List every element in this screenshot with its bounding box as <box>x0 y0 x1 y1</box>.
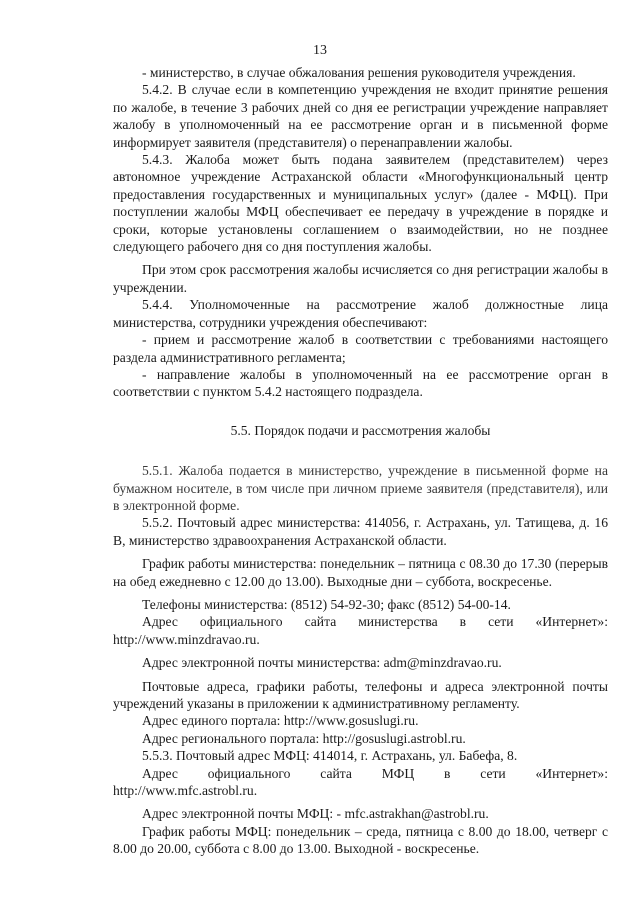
paragraph-ministry-phones: Телефоны министерства: (8512) 54-92-30; факс (8512) 54-00-14. <box>142 596 511 612</box>
paragraph-postal-info: Почтовые адреса, графики работы, телефоны и адреса электронной почты учреждений указаны в приложении к административному регламенту. <box>113 678 608 711</box>
paragraph-5-5-2: 5.5.2. Почтовый адрес министерства: 414056, г. Астрахань, ул. Татищева, д. 16 В, министерство здравоохранения Астраханской области. <box>113 515 608 548</box>
page-number: 13 <box>313 43 327 58</box>
mfc-site-label: Адрес официального сайта МФЦ в сети «Интернет»: <box>142 765 608 781</box>
paragraph-mfc-schedule: График работы МФЦ: понедельник – среда, пятница с 8.00 до 18.00, четверг с 8.00 до 20.00, суббота с 8.00 до 13.00. Выходной - воскресенье. <box>113 823 608 857</box>
section-heading: 5.5. Порядок подачи и рассмотрения жалобы <box>230 422 491 438</box>
paragraph-mfc-email: Адрес электронной почты МФЦ: - mfc.astrakhan@astrobl.ru. <box>142 806 489 822</box>
document-body <box>113 64 608 858</box>
paragraph-5-4-3: 5.4.3. Жалоба может быть подана заявителем (представителем) через автономное учреждение Астраханской области «Многофункциональный центр предоставления государственных и муниципальных услуг» (далее - МФЦ). При поступлении жалобы МФЦ обеспечивает ее передачу в учреждение в порядке и сроки, которые установлены соглашением о взаимодействии, но не позднее следующего рабочего дня со дня поступления жалобы. <box>113 152 608 255</box>
paragraph-review-term: При этом срок рассмотрения жалобы исчисляется со дня регистрации жалобы в учреждении. <box>113 262 608 295</box>
ministry-site-url: http://www.minzdravao.ru. <box>113 631 260 647</box>
paragraph-5-5-1: 5.5.1. Жалоба подается в министерство, учреждение в письменной форме на бумажном носителе, в том числе при личном приеме заявителя (представителя), или в электронной форме. <box>113 463 608 513</box>
paragraph-redirect-item: - направление жалобы в уполномоченный на ее рассмотрение орган в соответствии с пунктом 5.4.2 настоящего подраздела. <box>113 366 608 400</box>
paragraph-ministry-schedule: График работы министерства: понедельник – пятница с 08.30 до 17.30 (перерыв на обед ежедневно с 12.00 до 13.00). Выходные дни – суббота, воскресенье. <box>113 556 608 589</box>
paragraph-single-portal: Адрес единого портала: http://www.gosuslugi.ru. <box>142 713 419 729</box>
paragraph-5-4-4: 5.4.4. Уполномоченные на рассмотрение жалоб должностные лица министерства, сотрудники учреждения обеспечивают: <box>113 297 608 330</box>
paragraph-5-5-3: 5.5.3. Почтовый адрес МФЦ: 414014, г. Астрахань, ул. Бабефа, 8. <box>142 748 518 764</box>
paragraph-reception-item: - прием и рассмотрение жалоб в соответствии с требованиями настоящего раздела административного регламента; <box>113 332 608 365</box>
paragraph-ministry-appeal: - министерство, в случае обжалования решения руководителя учреждения. <box>142 65 576 80</box>
ministry-site-label: Адрес официального сайта министерства в сети «Интернет»: <box>142 614 608 630</box>
mfc-site-url: http://www.mfc.astrobl.ru. <box>113 783 258 799</box>
paragraph-5-4-2: 5.4.2. В случае если в компетенцию учреждения не входит принятие решения по жалобе, в течение 3 рабочих дней со дня ее регистрации учреждение направляет жалобу в уполномоченный на ее рассмотрение орган и в письменной форме информирует заявителя (представителя) о перенаправлении жалобы. <box>113 82 608 150</box>
paragraph-regional-portal: Адрес регионального портала: http://gosuslugi.astrobl.ru. <box>142 730 466 746</box>
paragraph-ministry-email: Адрес электронной почты министерства: adm@minzdravao.ru. <box>142 655 502 671</box>
